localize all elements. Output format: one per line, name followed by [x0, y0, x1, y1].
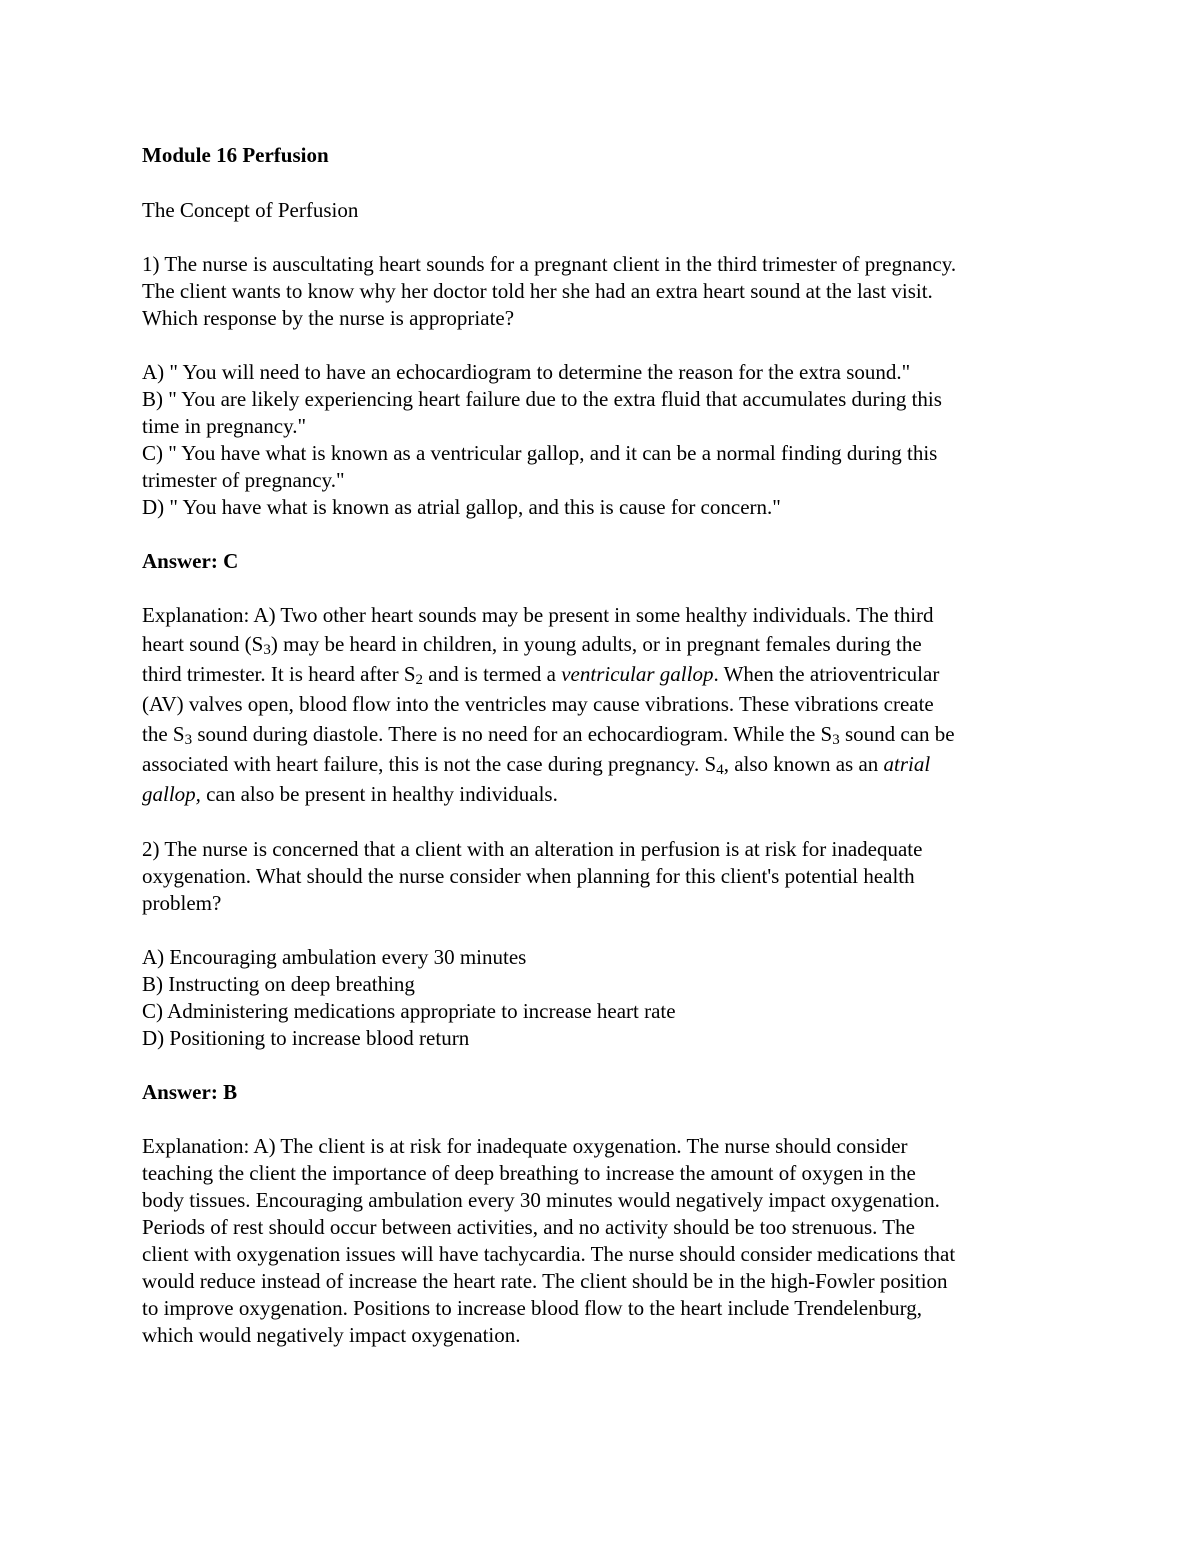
- spacer: [142, 917, 1077, 944]
- spacer: [142, 575, 1077, 602]
- q1-stem-line: The client wants to know why her doctor told her she had an extra heart sound at the last visit.: [142, 279, 933, 303]
- spacer: [142, 521, 1077, 548]
- q2-expl-line: which would negatively impact oxygenation.: [142, 1323, 521, 1347]
- q1-expl-line: the $S_3$ sound during diastole. There is no need for an echocardiogram. While the $S_3$ sound can be: [142, 722, 955, 748]
- q1-option-a: A) " You will need to have an echocardiogram to determine the reason for the extra sound.": [142, 360, 911, 384]
- q1-explanation: [142, 602, 1077, 809]
- spacer: [142, 224, 1077, 251]
- q2-expl-line: Periods of rest should occur between activities, and no activity should be too strenuous. The: [142, 1215, 915, 1239]
- spacer: [142, 1106, 1077, 1133]
- q2-expl-line: to improve oxygenation. Positions to increase blood flow to the heart include Trendelenburg,: [142, 1296, 922, 1320]
- spacer: [142, 170, 1077, 197]
- q2-expl-line: would reduce instead of increase the heart rate. The client should be in the high-Fowler position: [142, 1269, 948, 1293]
- spacer: [142, 1052, 1077, 1079]
- module-title: Module 16 Perfusion: [142, 143, 329, 167]
- q2-stem-line: 2) The nurse is concerned that a client with an alteration in perfusion is at risk for inadequate: [142, 837, 923, 861]
- q1-option-b: B) " You are likely experiencing heart failure due to the extra fluid that accumulates during this: [142, 387, 942, 411]
- q1-expl-line: third trimester. It is heard after $S_2$ and is termed a ventricular gallop. When the atrioventricular: [142, 662, 940, 688]
- q1-stem-line: 1) The nurse is auscultating heart sounds for a pregnant client in the third trimester of pregnancy.: [142, 252, 957, 276]
- q2-option-c: C) Administering medications appropriate to increase heart rate: [142, 999, 676, 1023]
- q2-answer: Answer: B: [142, 1080, 238, 1104]
- spacer: [142, 809, 1077, 836]
- q1-option-c-cont: trimester of pregnancy.": [142, 468, 345, 492]
- q2-stem-line: problem?: [142, 891, 222, 915]
- document-page: [142, 140, 1077, 1349]
- q1-stem-line: Which response by the nurse is appropriate?: [142, 306, 515, 330]
- q2-expl-line: client with oxygenation issues will have tachycardia. The nurse should consider medications that: [142, 1242, 956, 1266]
- q2-expl-line: Explanation: A) The client is at risk for inadequate oxygenation. The nurse should consider: [142, 1134, 908, 1158]
- q1-expl-line: (AV) valves open, blood flow into the ventricles may cause vibrations. These vibrations create: [142, 692, 934, 716]
- q2-option-b: B) Instructing on deep breathing: [142, 972, 415, 996]
- q2-expl-line: teaching the client the importance of deep breathing to increase the amount of oxygen in the: [142, 1161, 916, 1185]
- q2-option-d: D) Positioning to increase blood return: [142, 1026, 470, 1050]
- q1-option-d: D) " You have what is known as atrial gallop, and this is cause for concern.": [142, 495, 781, 519]
- section-heading: The Concept of Perfusion: [142, 198, 359, 222]
- q1-expl-line: Explanation: A) Two other heart sounds may be present in some healthy individuals. The third: [142, 603, 934, 627]
- q1-expl-line: associated with heart failure, this is not the case during pregnancy. $S_4$, also known as an atrial: [142, 752, 931, 778]
- spacer: [142, 332, 1077, 359]
- question-2: [142, 836, 1077, 1349]
- q1-option-c: C) " You have what is known as a ventricular gallop, and it can be a normal finding during this: [142, 441, 938, 465]
- q2-stem-line: oxygenation. What should the nurse consider when planning for this client's potential health: [142, 864, 915, 888]
- q2-explanation: [142, 1133, 1077, 1349]
- q1-expl-line: gallop, can also be present in healthy individuals.: [142, 782, 558, 806]
- q1-expl-line: heart sound $(S_3)$ may be heard in children, in young adults, or in pregnant females during the: [142, 632, 922, 658]
- q1-answer: Answer: C: [142, 549, 239, 573]
- question-1: [142, 251, 1077, 836]
- q2-option-a: A) Encouraging ambulation every 30 minutes: [142, 945, 527, 969]
- q1-option-b-cont: time in pregnancy.": [142, 414, 307, 438]
- q2-expl-line: body tissues. Encouraging ambulation every 30 minutes would negatively impact oxygenation.: [142, 1188, 940, 1212]
